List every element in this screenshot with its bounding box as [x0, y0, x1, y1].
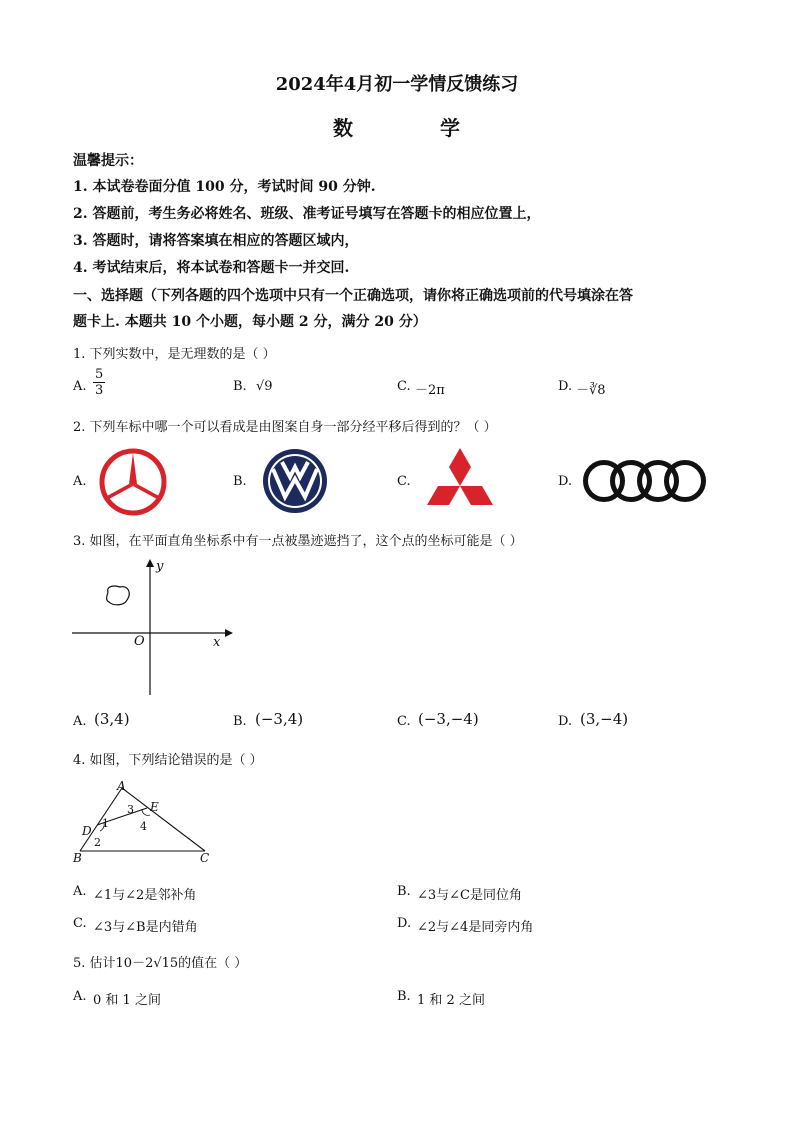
q5-option-b-letter: B.: [397, 989, 411, 1004]
q2-option-c-letter: C.: [397, 474, 411, 489]
vertex-label-c: C: [200, 851, 210, 865]
notice-item: 1. 本试卷卷面分值 100 分，考试时间 90 分钟.: [73, 179, 376, 195]
angle-label-1: 1: [102, 817, 109, 830]
question-2-stem: 2. 下列车标中哪一个可以看成是由图案自身一部分经平移后得到的？（ ）: [73, 420, 497, 435]
vertex-label-a: A: [117, 779, 126, 793]
mitsubishi-logo-icon: [422, 447, 498, 515]
mercedes-logo-icon: [98, 447, 168, 517]
q3-option-c-letter: C.: [397, 714, 411, 729]
q1-option-a-letter: A.: [73, 379, 87, 394]
point-label-e: E: [150, 800, 159, 814]
notice-heading: 温馨提示：: [73, 153, 143, 169]
q4-option-b-letter: B.: [397, 884, 411, 899]
q4-option-b-value: ∠3与∠C是同位角: [417, 888, 523, 903]
q1-option-b-letter: B.: [233, 379, 247, 394]
q3-option-c-value: (−3,−4): [418, 710, 479, 728]
q3-option-b-letter: B.: [233, 714, 247, 729]
angle-label-2: 2: [94, 836, 101, 849]
q5-option-a-letter: A.: [73, 989, 87, 1004]
angle-label-3: 3: [127, 803, 134, 816]
question-3-stem: 3. 如图，在平面直角坐标系中有一点被墨迹遮挡了，这个点的坐标可能是（ ）: [73, 534, 523, 549]
origin-label: O: [134, 634, 145, 649]
section-heading-line2: 题卡上. 本题共 10 个小题，每小题 2 分，满分 20 分）: [73, 314, 427, 330]
q1-option-b-value: √9: [256, 379, 273, 394]
q3-option-d-value: (3,−4): [580, 710, 629, 728]
q3-option-a-value: (3,4): [94, 710, 130, 728]
q1-option-a-fraction: [93, 367, 105, 398]
q4-option-d-letter: D.: [397, 916, 412, 931]
q3-option-d-letter: D.: [558, 714, 573, 729]
q4-option-a-letter: A.: [73, 884, 87, 899]
fraction-denominator: 3: [95, 383, 104, 398]
notice-item: 3. 答题时，请将答案填在相应的答题区域内，: [73, 233, 359, 249]
q4-option-d-value: ∠2与∠4是同旁内角: [417, 920, 534, 935]
section-heading-line1: 一、选择题（下列各题的四个选项中只有一个正确选项，请你将正确选项前的代号填涂在答: [73, 288, 633, 304]
q4-option-c-value: ∠3与∠B是内错角: [93, 920, 198, 935]
q2-option-a-letter: A.: [73, 474, 87, 489]
volkswagen-logo-icon: [261, 447, 329, 515]
q2-option-b-letter: B.: [233, 474, 247, 489]
y-axis-label: y: [156, 559, 164, 574]
q4-option-a-value: ∠1与∠2是邻补角: [93, 888, 197, 903]
q4-option-c-letter: C.: [73, 916, 87, 931]
x-axis-label: x: [213, 635, 221, 650]
subject-char-1: 数: [333, 116, 353, 140]
angle-label-4: 4: [140, 820, 147, 833]
q1-option-d-letter: D.: [558, 379, 573, 394]
notice-item: 4. 考试结束后，将本试卷和答题卡一并交回.: [73, 260, 350, 276]
subject-char-2: 学: [440, 116, 460, 140]
point-label-d: D: [82, 824, 92, 838]
q1-option-c-value: －2π: [415, 383, 445, 398]
q5-option-a-value: 0 和 1 之间: [93, 993, 161, 1008]
coordinate-plane-figure: [70, 555, 240, 700]
notice-item: 2. 答题前，考生务必将姓名、班级、准考证号填写在答题卡的相应位置上，: [73, 206, 541, 222]
question-5-stem: 5. 估计10－2√15的值在（ ）: [73, 956, 248, 971]
q3-option-b-value: (−3,4): [255, 710, 304, 728]
q2-option-d-letter: D.: [558, 474, 573, 489]
question-1-stem: 1. 下列实数中，是无理数的是（ ）: [73, 347, 276, 362]
q3-option-a-letter: A.: [73, 714, 87, 729]
q1-option-c-letter: C.: [397, 379, 411, 394]
vertex-label-b: B: [73, 851, 82, 865]
ink-blot-shape: [107, 586, 130, 605]
page-title: 2024年4月初一学情反馈练习: [275, 74, 519, 95]
question-4-stem: 4. 如图，下列结论错误的是（ ）: [73, 753, 263, 768]
q5-option-b-value: 1 和 2 之间: [417, 993, 485, 1008]
audi-logo-icon: [582, 458, 708, 504]
fraction-numerator: 5: [95, 367, 104, 382]
q1-option-d-value: －∛8: [576, 383, 606, 398]
